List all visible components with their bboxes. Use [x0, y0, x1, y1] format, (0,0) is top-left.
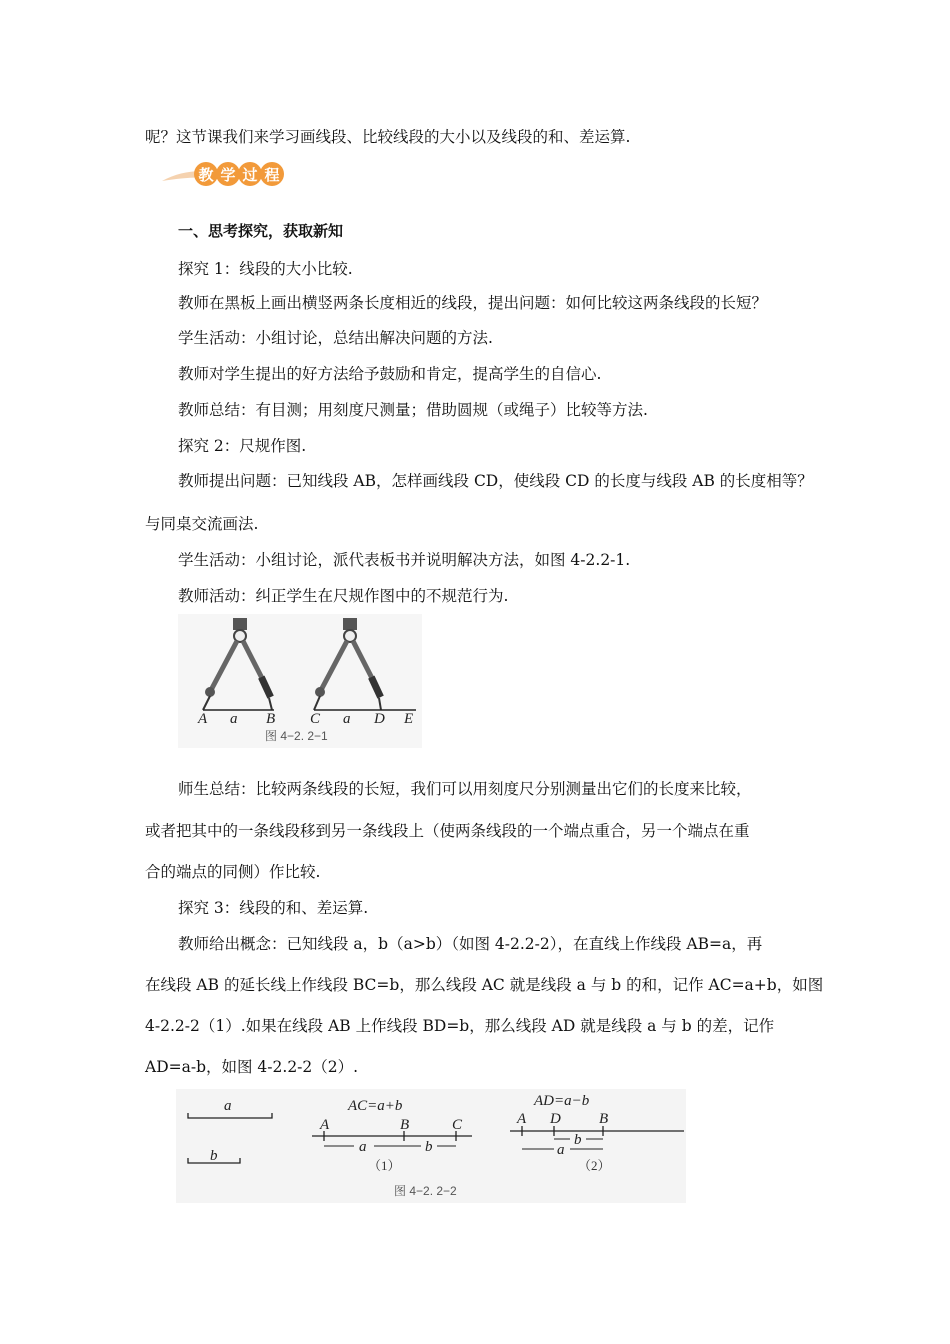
banner-graphic [160, 159, 285, 189]
figure1-caption: 图 4−2. 2−1 [265, 729, 328, 743]
label-A: A [198, 711, 208, 727]
label-C: C [310, 711, 321, 727]
paragraph: 探究 3：线段的和、差运算. [178, 899, 369, 917]
compass-diagram [178, 614, 422, 748]
section-heading: 一、思考探究，获取新知 [178, 222, 344, 240]
intro-text: 呢？这节课我们来学习画线段、比较线段的大小以及线段的和、差运算. [145, 128, 631, 146]
banner-char-3: 过 [242, 166, 258, 184]
figure2-caption: 图 4−2. 2−2 [394, 1184, 457, 1198]
paragraph: 学生活动：小组讨论，总结出解决问题的方法. [178, 329, 493, 347]
paragraph: 教师提出问题：已知线段 AB，怎样画线段 CD，使线段 CD 的长度与线段 AB 的长度相等？ [178, 472, 813, 490]
sum-part-b: b [425, 1139, 433, 1155]
diff-subcaption: （2） [578, 1158, 611, 1173]
figure-segment-ops [176, 1089, 686, 1203]
summary-text: 或者把其中的一条线段移到另一条线段上（使两条线段的一个端点重合，另一个端点在重 [145, 822, 750, 840]
paragraph: 探究 2：尺规作图. [178, 437, 307, 455]
paragraph: 教师对学生提出的好方法给予鼓励和肯定，提高学生的自信心. [178, 365, 602, 383]
concept-text: AD=a-b，如图 4-2.2-2（2）. [145, 1058, 359, 1076]
sum-point-A: A [320, 1117, 330, 1133]
banner-char-2: 学 [220, 166, 236, 184]
concept-text: 4-2.2-2（1）.如果在线段 AB 上作线段 BD=b，那么线段 AD 就是线段 a 与 b 的差，记作 [145, 1017, 775, 1035]
seg-a-label: a [224, 1098, 232, 1114]
concept-text: 在线段 AB 的延长线上作线段 BC=b，那么线段 AC 就是线段 a 与 b 的和，记作 AC=a+b，如图 [145, 976, 824, 994]
banner-char-4: 程 [264, 166, 280, 184]
banner-char-1: 教 [198, 166, 214, 184]
label-a: a [230, 711, 238, 727]
paragraph: 探究 1：线段的大小比较. [178, 260, 353, 278]
summary-text: 师生总结：比较两条线段的长短，我们可以用刻度尺分别测量出它们的长度来比较， [178, 780, 752, 798]
paragraph: 教师总结：有目测；用刻度尺测量；借助圆规（或绳子）比较等方法. [178, 401, 648, 419]
paragraph: 教师活动：纠正学生在尺规作图中的不规范行为. [178, 587, 509, 605]
paragraph: 教师在黑板上画出横竖两条长度相近的线段，提出问题：如何比较这两条线段的长短？ [178, 294, 768, 312]
teaching-process-banner [160, 159, 285, 189]
sum-part-a: a [359, 1139, 367, 1155]
diff-part-a: a [557, 1142, 565, 1158]
figure-compass [178, 614, 422, 748]
sum-point-B: B [400, 1117, 410, 1133]
sum-point-C: C [452, 1117, 463, 1133]
segment-diagram [176, 1089, 686, 1203]
diff-point-D: D [550, 1111, 561, 1127]
label-B: B [266, 711, 276, 727]
label-D: D [374, 711, 385, 727]
seg-b-label: b [210, 1148, 218, 1164]
label-a-2: a [343, 711, 351, 727]
paragraph: 学生活动：小组讨论，派代表板书并说明解决方法，如图 4-2.2-1. [178, 551, 631, 569]
label-E: E [404, 711, 414, 727]
diff-part-b: b [574, 1132, 582, 1148]
sum-title: AC=a+b [348, 1098, 403, 1114]
diff-point-A: A [517, 1111, 527, 1127]
concept-text: 教师给出概念：已知线段 a，b（a>b）（如图 4-2.2-2），在直线上作线段 AB=a，再 [178, 935, 763, 953]
summary-text: 合的端点的同侧）作比较. [145, 863, 321, 881]
diff-point-B: B [599, 1111, 609, 1127]
diff-title: AD=a−b [534, 1093, 590, 1109]
sum-subcaption: （1） [368, 1158, 401, 1173]
paragraph: 与同桌交流画法. [145, 515, 259, 533]
